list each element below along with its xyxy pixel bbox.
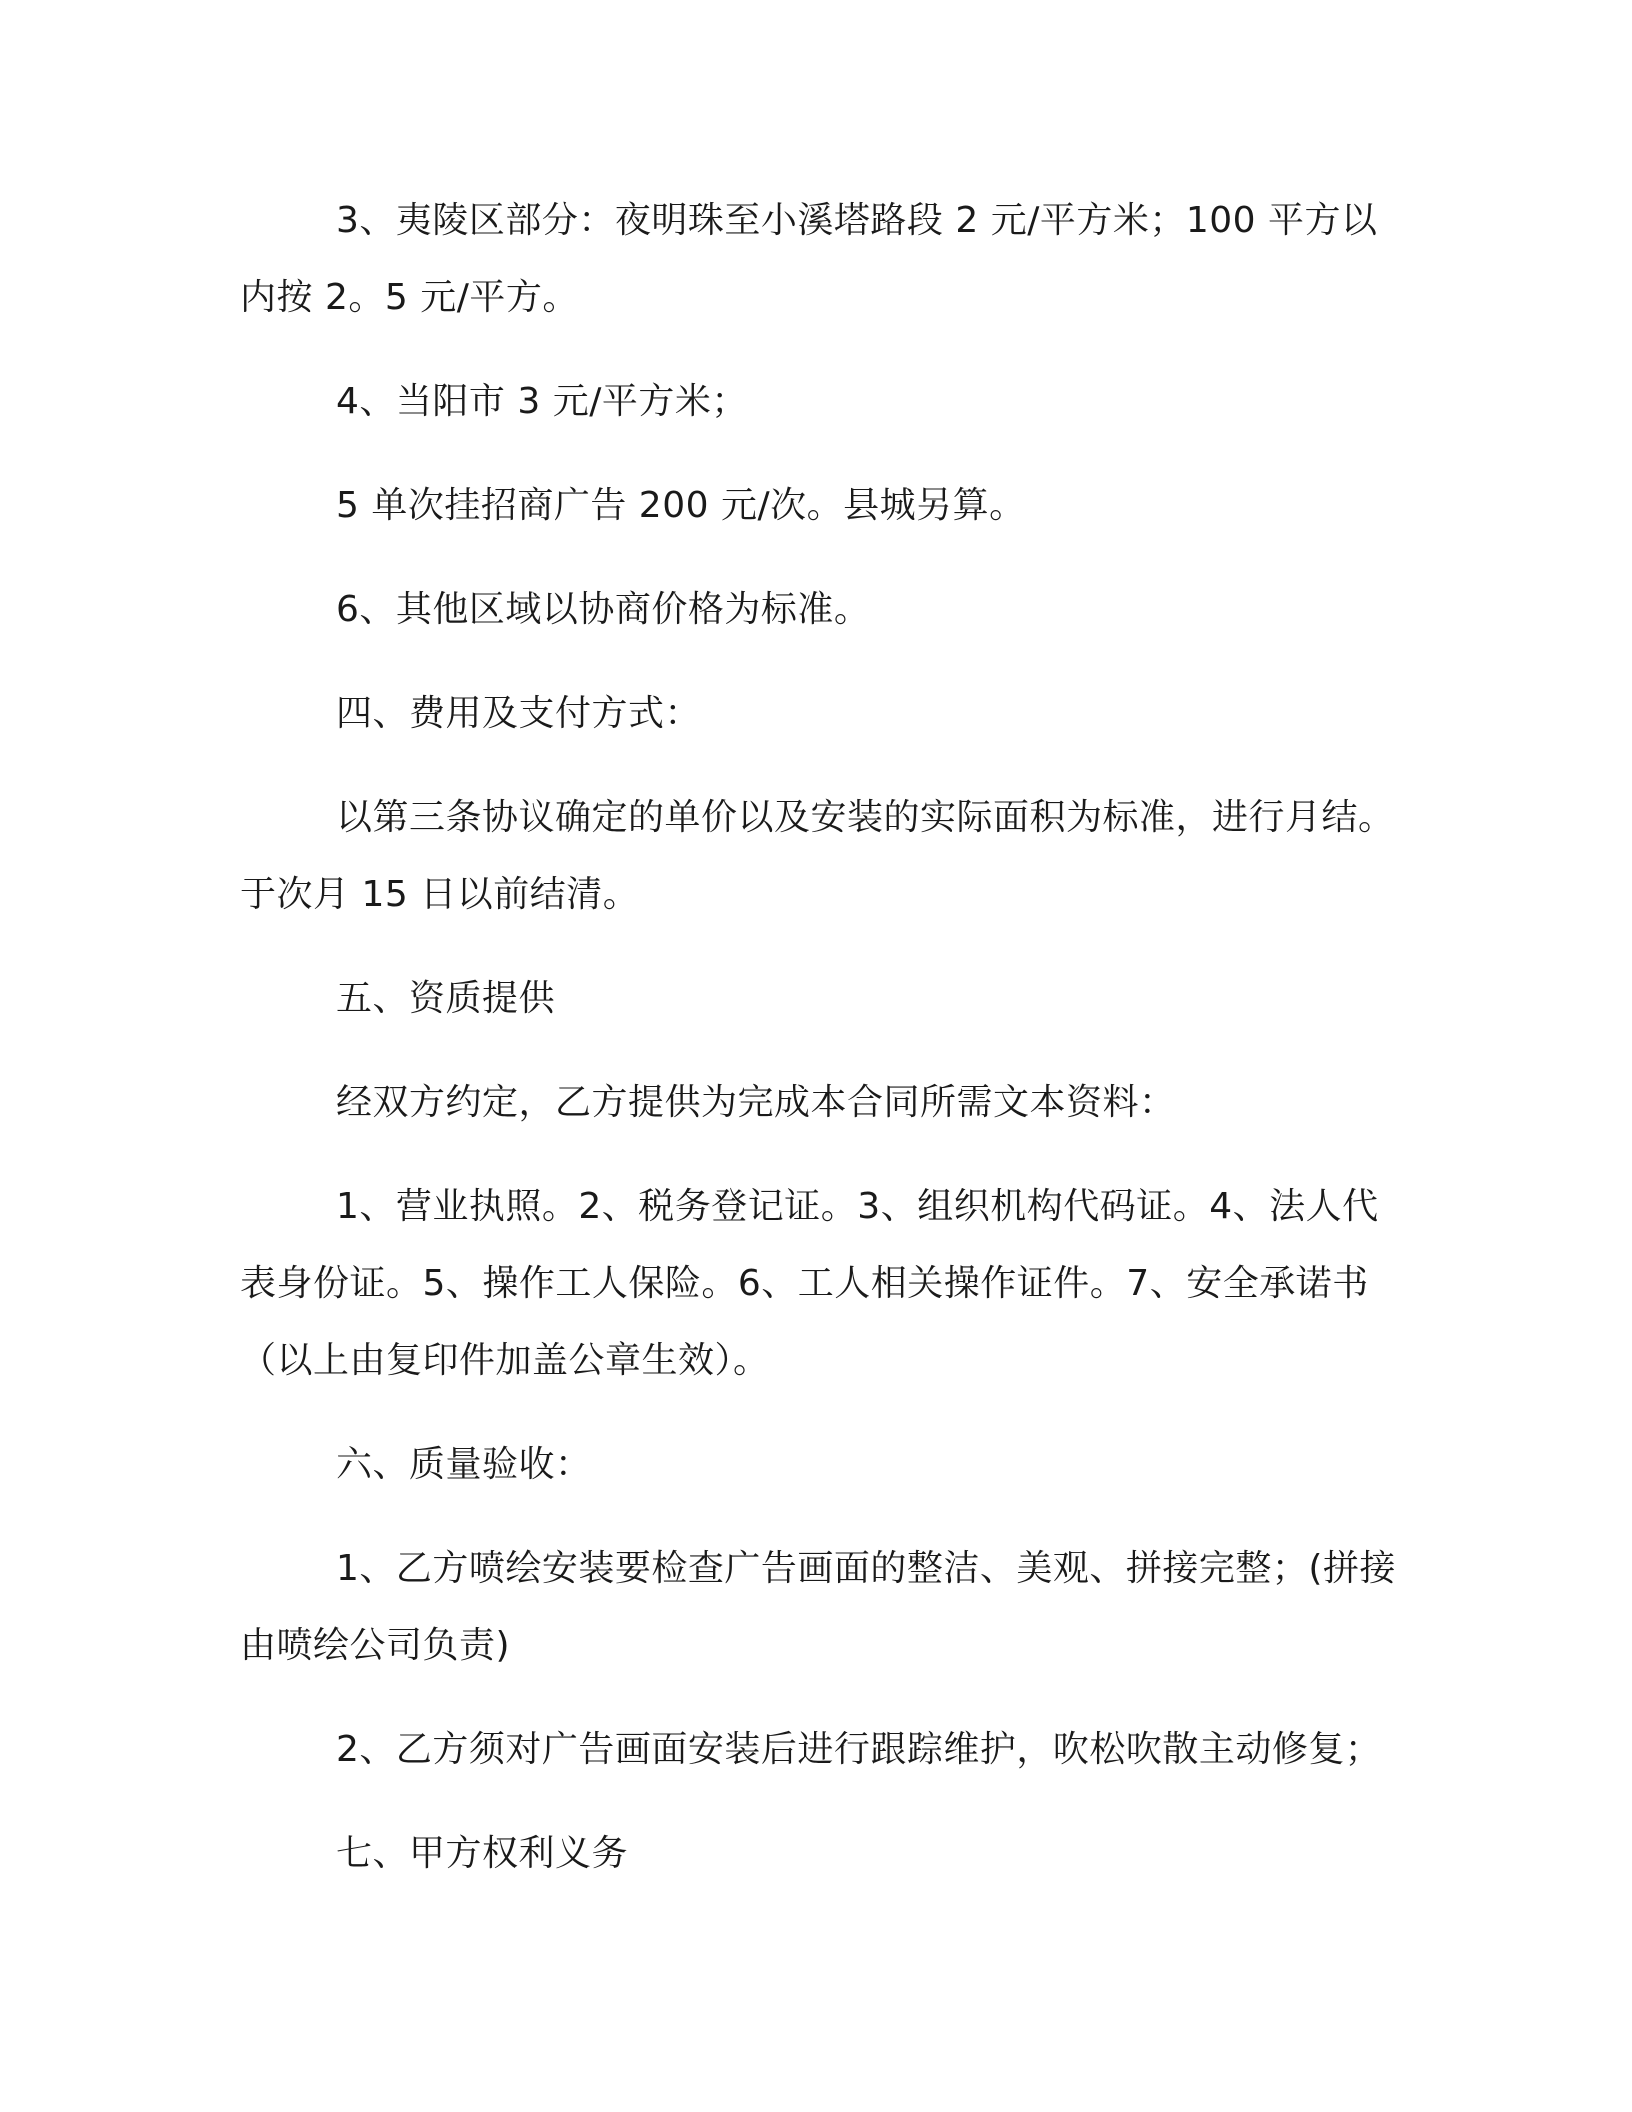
document-body (240, 182, 1412, 1892)
heading-quality-acceptance: 六、质量验收： (336, 1444, 592, 1485)
paragraph-other-regions: 6、其他区域以协商价格为标准。 (336, 589, 871, 630)
paragraph-qualifications-intro: 经双方约定，乙方提供为完成本合同所需文本资料： (336, 1082, 1176, 1123)
heading-qualifications: 五、资质提供 (336, 978, 556, 1019)
heading-fees-payment: 四、费用及支付方式： (336, 693, 702, 734)
paragraph-yiling-pricing: 3、夷陵区部分：夜明珠至小溪塔路段 2 元/平方米；100 平方以内按 2。5 元/平方。 (240, 200, 1378, 318)
paragraph-dangyang-pricing: 4、当阳市 3 元/平方米； (336, 381, 748, 422)
paragraph-single-ad-pricing: 5 单次挂招商广告 200 元/次。县城另算。 (336, 485, 1026, 526)
paragraph-quality-item-2: 2、乙方须对广告画面安装后进行跟踪维护，吹松吹散主动修复； (336, 1729, 1382, 1770)
heading-party-a-rights: 七、甲方权利义务 (336, 1833, 629, 1874)
paragraph-settlement: 以第三条协议确定的单价以及安装的实际面积为标准，进行月结。于次月 15 日以前结清。 (240, 797, 1395, 915)
paragraph-quality-item-1: 1、乙方喷绘安装要检查广告画面的整洁、美观、拼接完整；(拼接由喷绘公司负责) (240, 1548, 1396, 1666)
paragraph-qualifications-list: 1、营业执照。2、税务登记证。3、组织机构代码证。4、法人代表身份证。5、操作工人保险。6、工人相关操作证件。7、安全承诺书（以上由复印件加盖公章生效）。 (240, 1186, 1379, 1381)
